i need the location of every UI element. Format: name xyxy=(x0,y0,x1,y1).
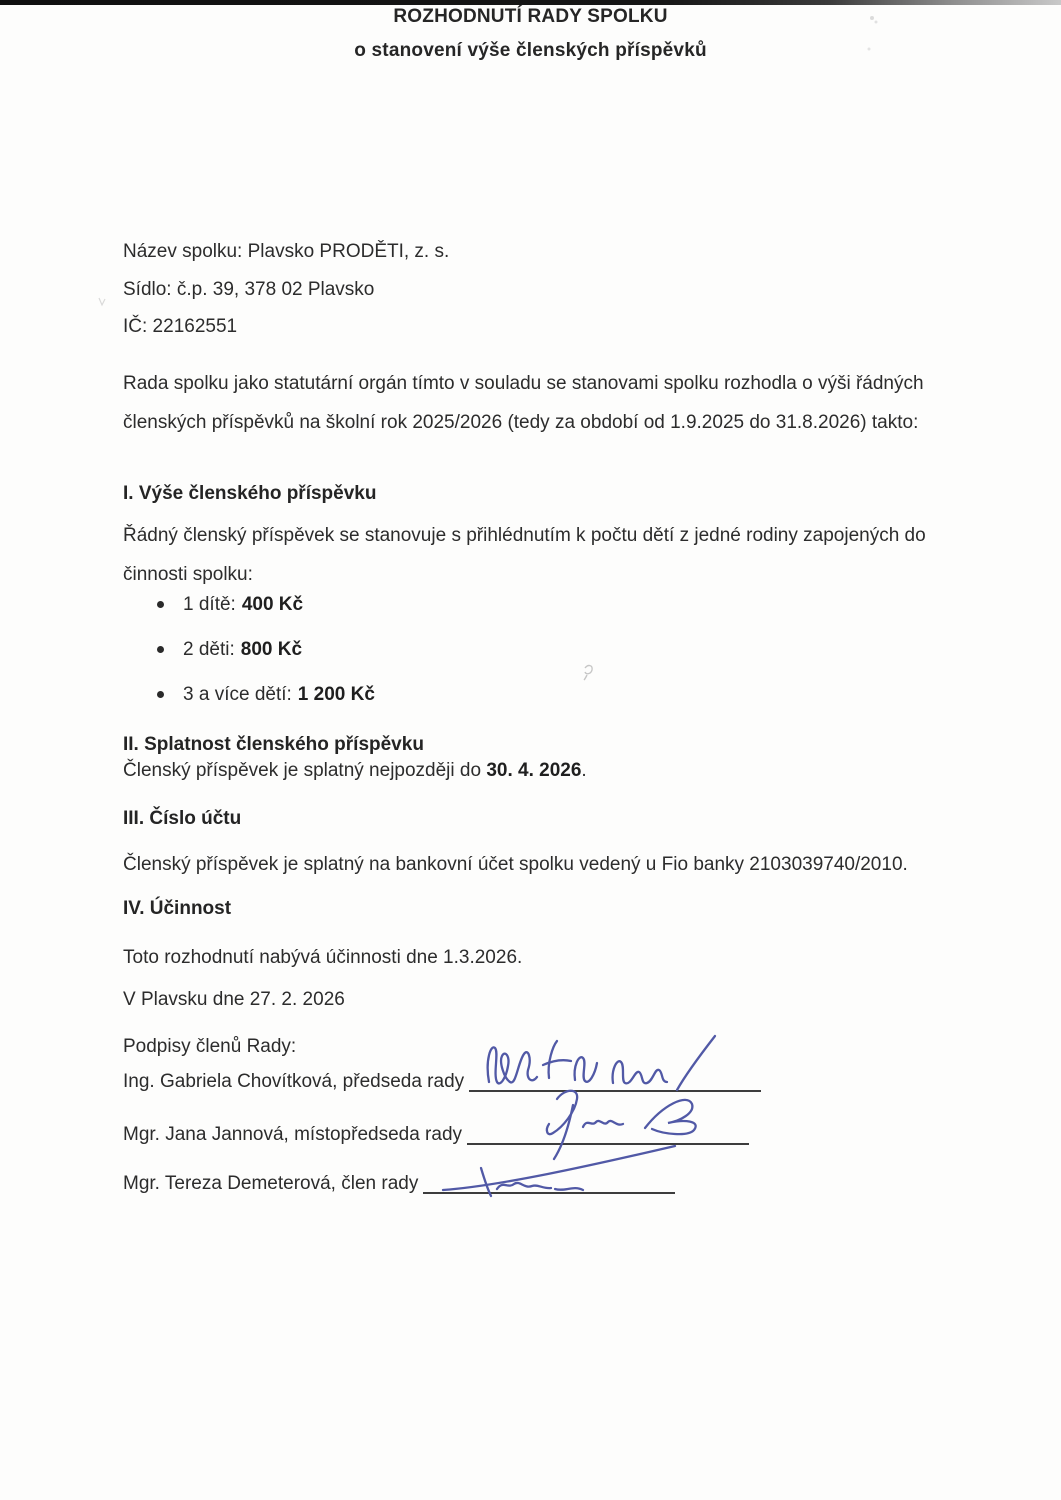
org-address-line: Sídlo: č.p. 39, 378 02 Plavsko xyxy=(123,278,375,300)
section-4-body: Toto rozhodnutí nabývá účinnosti dne 1.3.2026. xyxy=(123,947,523,968)
section-3-body: Členský příspěvek je splatný na bankovní účet spolku vedený u Fio banky 2103039740/2010. xyxy=(123,854,908,875)
bullet-value: 1 200 Kč xyxy=(297,684,375,705)
list-item xyxy=(123,684,823,706)
due-text: Členský příspěvek je splatný nejpozději do xyxy=(123,760,487,781)
bullet-label: 2 děti: xyxy=(183,639,235,660)
section-2-body xyxy=(123,756,587,786)
intro-paragraph: Rada spolku jako statutární orgán tímto v souladu se stanovami spolku rozhodla o výši řádných členských příspěvků na školní rok 2025/2026 (tedy za období od 1.9.2025 do 31.8.2026) takto: xyxy=(123,373,924,433)
bullet-value: 800 Kč xyxy=(240,639,303,660)
org-id-line: IČ: 22162551 xyxy=(123,316,238,337)
signatures-heading: Podpisy členů Rady: xyxy=(123,1036,297,1057)
document-title xyxy=(0,0,1061,68)
due-text-suffix: . xyxy=(581,760,587,781)
scan-edge-artifact xyxy=(0,0,1061,5)
list-item xyxy=(123,639,823,661)
bullet-value: 400 Kč xyxy=(241,594,304,615)
bullet-label: 1 dítě: xyxy=(183,594,236,615)
organization-info xyxy=(123,233,449,346)
section-3-heading: III. Číslo účtu xyxy=(123,808,242,829)
section-2-heading: II. Splatnost členského příspěvku xyxy=(123,734,424,755)
list-item xyxy=(123,594,823,616)
org-name-line: Název spolku: Plavsko PRODĚTI, z. s. xyxy=(123,241,450,262)
signature-row-member xyxy=(123,1166,675,1199)
signature-line xyxy=(423,1166,675,1194)
section-4-heading: IV. Účinnost xyxy=(123,898,232,919)
signature-line xyxy=(469,1064,761,1092)
signature-label: Mgr. Tereza Demeterová, člen rady xyxy=(123,1173,419,1194)
place-and-date-line: V Plavsku dne 27. 2. 2026 xyxy=(123,989,345,1010)
bullet-label: 3 a více dětí: xyxy=(183,684,292,705)
section-1-heading: I. Výše členského příspěvku xyxy=(123,483,377,504)
fee-bullet-list xyxy=(123,594,823,729)
scan-speck-artifact xyxy=(97,296,107,308)
due-date: 30. 4. 2026 xyxy=(486,760,582,781)
bullet-icon xyxy=(157,691,164,698)
bullet-icon xyxy=(157,646,164,653)
signature-row-chairwoman xyxy=(123,1064,761,1097)
signature-row-vice-chairwoman xyxy=(123,1117,749,1150)
signature-ink-image xyxy=(429,1144,679,1200)
signature-line xyxy=(467,1117,749,1145)
signature-label: Ing. Gabriela Chovítková, předseda rady xyxy=(123,1071,465,1092)
bullet-icon xyxy=(157,601,164,608)
section-1-body: Řádný členský příspěvek se stanovuje s přihlédnutím k počtu dětí z jedné rodiny zapojených do činnosti spolku: xyxy=(123,525,926,585)
signature-label: Mgr. Jana Jannová, místopředseda rady xyxy=(123,1124,463,1145)
title-line-1: ROZHODNUTÍ RADY SPOLKU xyxy=(393,6,668,27)
title-line-2: o stanovení výše členských příspěvků xyxy=(354,40,707,61)
